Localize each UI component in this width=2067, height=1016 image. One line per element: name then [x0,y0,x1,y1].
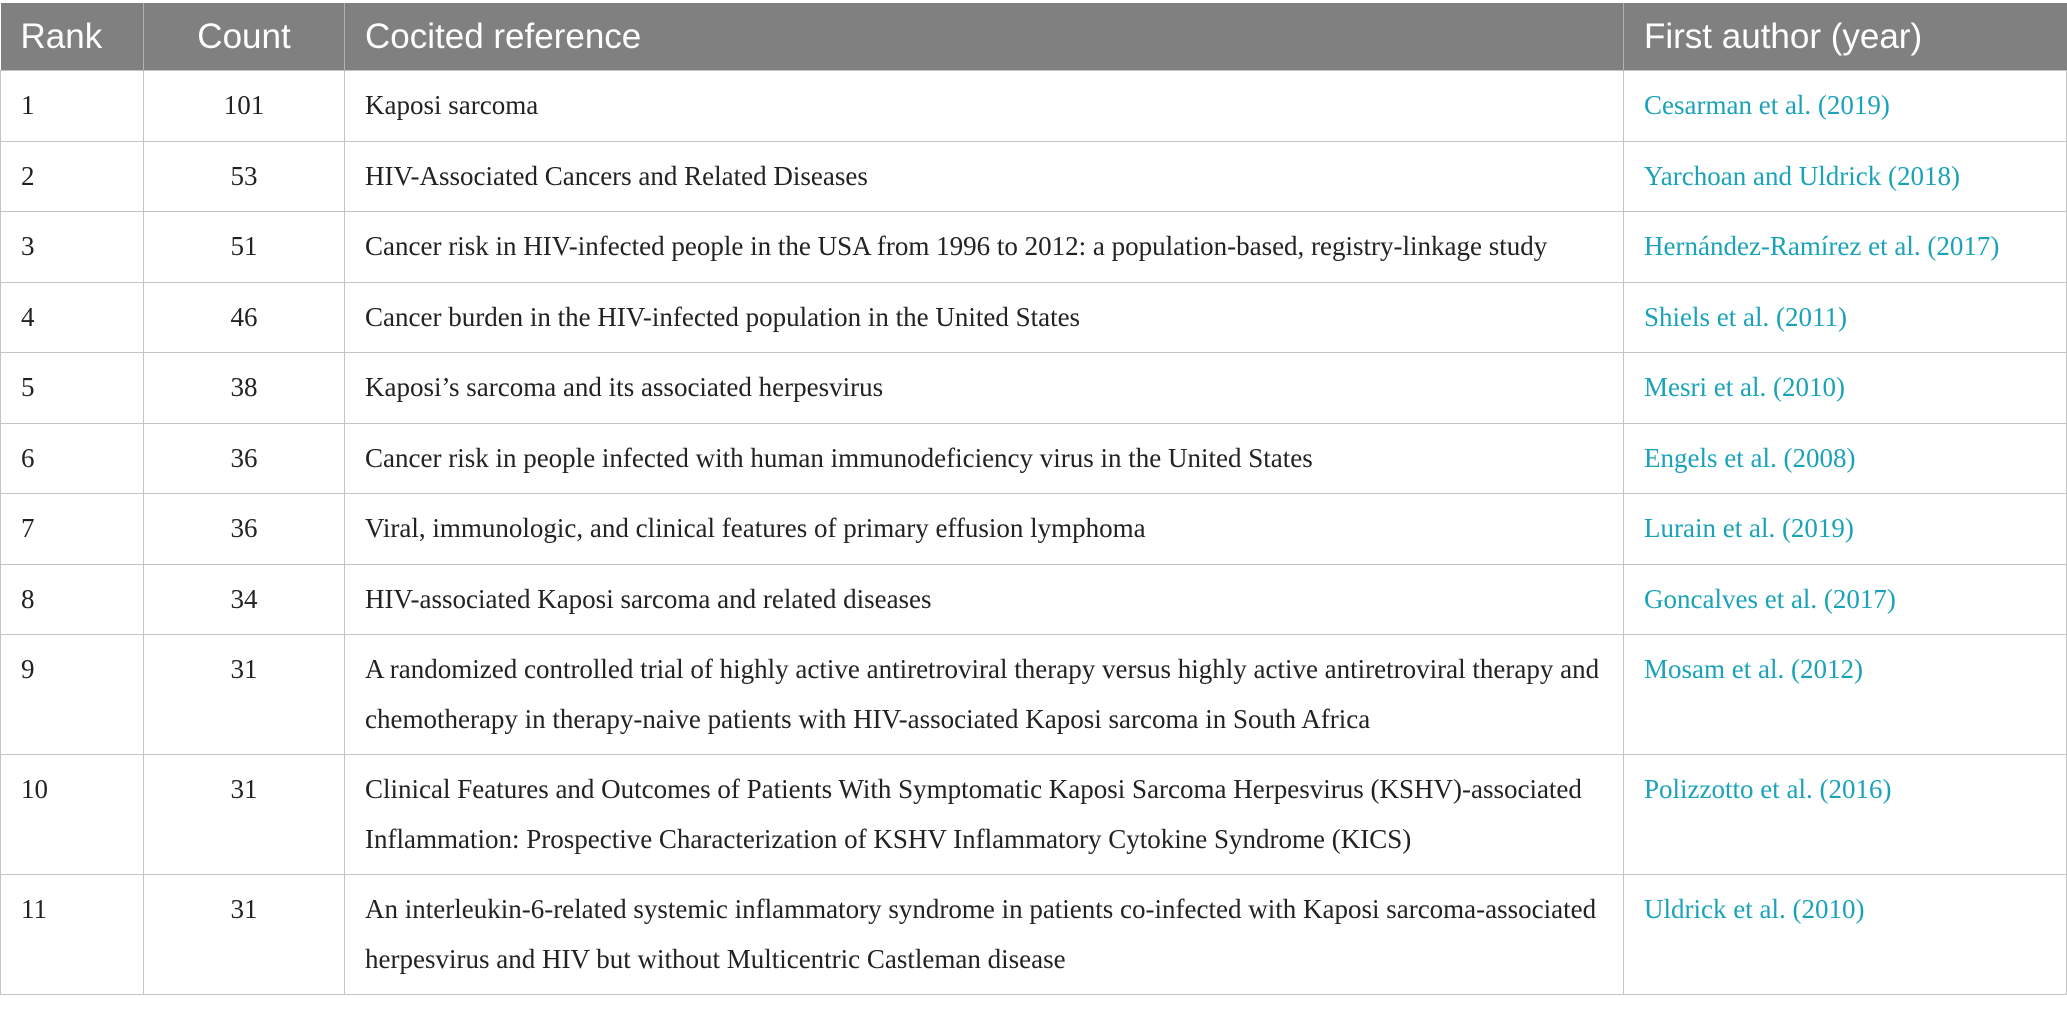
cell-count: 36 [144,423,345,494]
cocited-references-table [0,3,2067,995]
cocited-references-table-wrapper [0,3,2066,995]
cell-author-link[interactable]: Lurain et al. (2019) [1624,494,2067,565]
header-rank: Rank [1,3,144,71]
cell-rank: 9 [1,635,144,755]
cell-reference: Clinical Features and Outcomes of Patients With Symptomatic Kaposi Sarcoma Herpesvirus (KSHV)-associated Inflammation: Prospective Characterization of KSHV Inflammatory Cytokine Syndrome (KICS) [345,755,1624,875]
cell-author-link[interactable]: Hernández-Ramírez et al. (2017) [1624,212,2067,283]
cell-count: 38 [144,353,345,424]
cell-rank: 7 [1,494,144,565]
table-row [1,212,2067,283]
cell-count: 31 [144,875,345,995]
table-row [1,494,2067,565]
table-row [1,353,2067,424]
cell-count: 36 [144,494,345,565]
header-author: First author (year) [1624,3,2067,71]
cell-author-link[interactable]: Engels et al. (2008) [1624,423,2067,494]
table-row [1,423,2067,494]
cell-reference: HIV-associated Kaposi sarcoma and related diseases [345,564,1624,635]
cell-count: 31 [144,635,345,755]
cell-reference: Kaposi sarcoma [345,71,1624,142]
cell-rank: 2 [1,141,144,212]
table-header [1,3,2067,71]
cell-author-link[interactable]: Goncalves et al. (2017) [1624,564,2067,635]
cell-reference: Cancer risk in HIV-infected people in the USA from 1996 to 2012: a population-based, registry-linkage study [345,212,1624,283]
cell-count: 101 [144,71,345,142]
cell-count: 46 [144,282,345,353]
cell-count: 51 [144,212,345,283]
cell-rank: 10 [1,755,144,875]
cell-reference: A randomized controlled trial of highly active antiretroviral therapy versus highly active antiretroviral therapy and chemotherapy in therapy-naive patients with HIV-associated Kaposi sarcoma in South Africa [345,635,1624,755]
cell-rank: 8 [1,564,144,635]
table-row [1,875,2067,995]
cell-author-link[interactable]: Cesarman et al. (2019) [1624,71,2067,142]
cell-author-link[interactable]: Mesri et al. (2010) [1624,353,2067,424]
cell-rank: 3 [1,212,144,283]
cell-count: 34 [144,564,345,635]
table-row [1,755,2067,875]
cell-author-link[interactable]: Yarchoan and Uldrick (2018) [1624,141,2067,212]
cell-reference: Viral, immunologic, and clinical features of primary effusion lymphoma [345,494,1624,565]
cell-author-link[interactable]: Polizzotto et al. (2016) [1624,755,2067,875]
cell-author-link[interactable]: Mosam et al. (2012) [1624,635,2067,755]
cell-reference: Kaposi’s sarcoma and its associated herpesvirus [345,353,1624,424]
cell-reference: HIV-Associated Cancers and Related Diseases [345,141,1624,212]
cell-count: 31 [144,755,345,875]
table-row [1,71,2067,142]
header-count: Count [144,3,345,71]
table-body [1,71,2067,995]
cell-rank: 1 [1,71,144,142]
table-row [1,141,2067,212]
cell-rank: 6 [1,423,144,494]
cell-rank: 5 [1,353,144,424]
table-row [1,282,2067,353]
cell-reference: An interleukin-6-related systemic inflammatory syndrome in patients co-infected with Kaposi sarcoma-associated herpesvirus and HIV but without Multicentric Castleman disease [345,875,1624,995]
header-reference: Cocited reference [345,3,1624,71]
cell-rank: 11 [1,875,144,995]
table-row [1,564,2067,635]
cell-reference: Cancer risk in people infected with human immunodeficiency virus in the United States [345,423,1624,494]
cell-count: 53 [144,141,345,212]
table-row [1,635,2067,755]
cell-rank: 4 [1,282,144,353]
header-row [1,3,2067,71]
cell-author-link[interactable]: Uldrick et al. (2010) [1624,875,2067,995]
cell-reference: Cancer burden in the HIV-infected population in the United States [345,282,1624,353]
cell-author-link[interactable]: Shiels et al. (2011) [1624,282,2067,353]
